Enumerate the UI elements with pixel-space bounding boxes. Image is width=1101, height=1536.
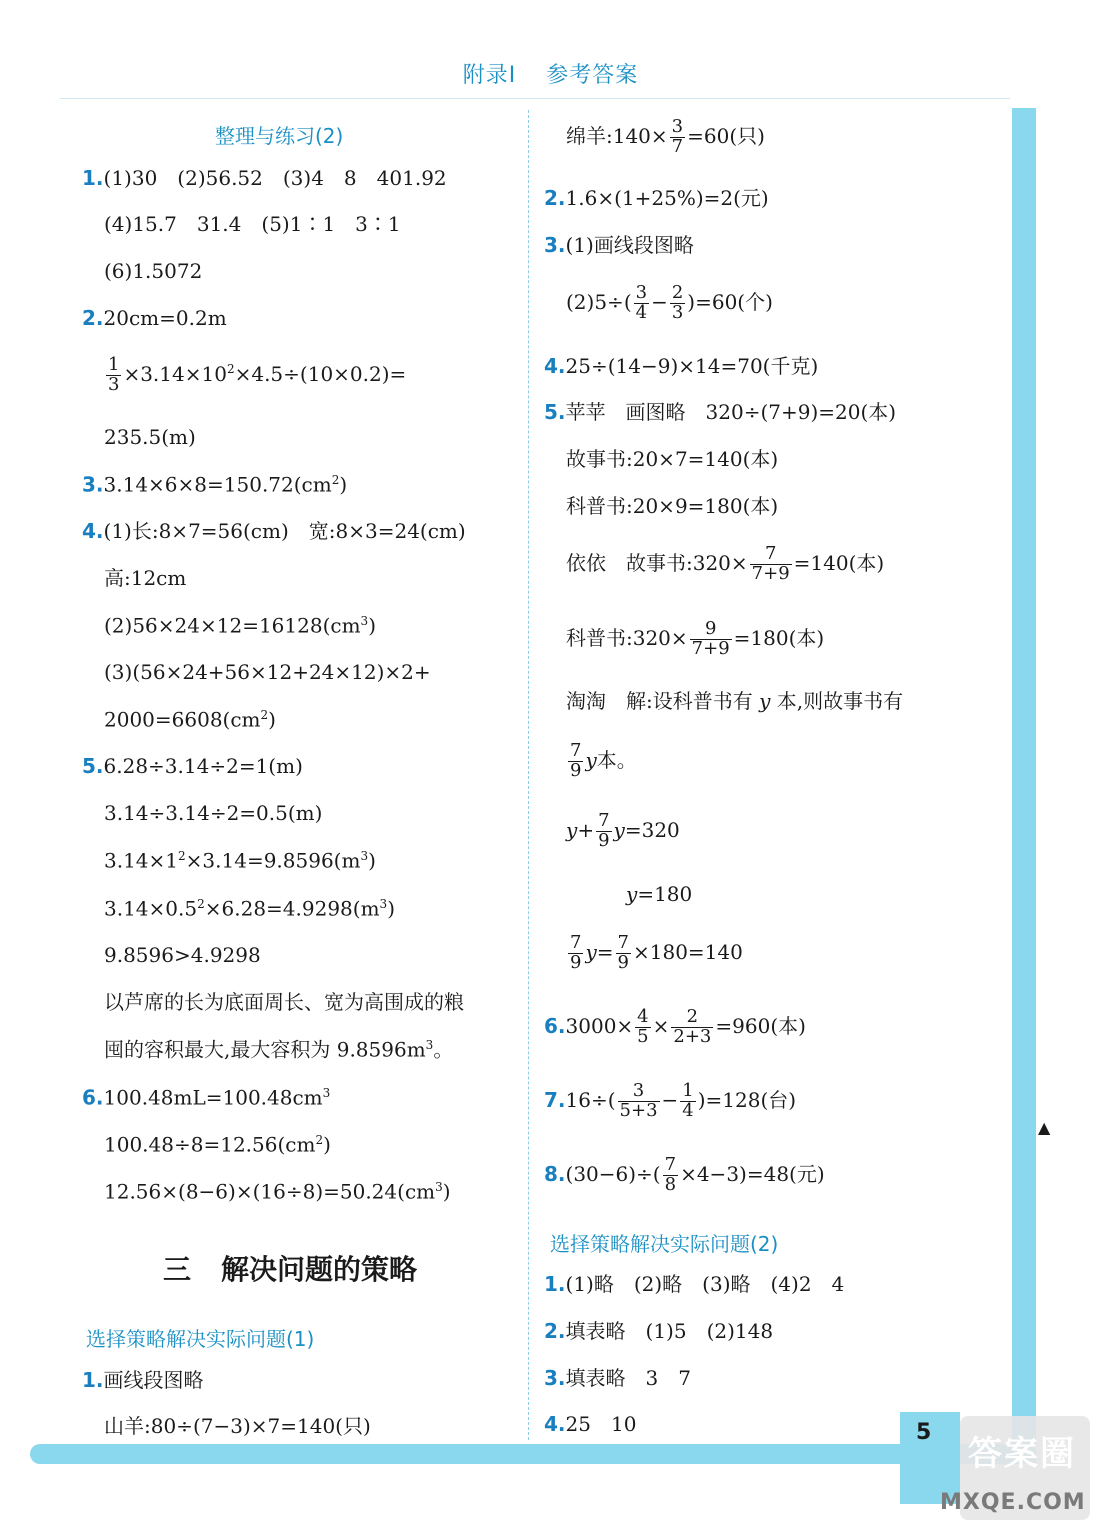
bottom-edge-bar — [30, 1444, 1036, 1464]
answer-line: 4.(1)长:8×7=56(cm) 宽:8×3=24(cm) — [82, 519, 466, 543]
answer-line: 1.画线段图略 — [82, 1368, 204, 1392]
question-number: 6. — [544, 1013, 566, 1038]
answer-line: 高:12cm — [104, 566, 187, 590]
fraction: $\frac{7}{9}$ — [570, 740, 582, 781]
answer-text: 20cm=0.2m — [103, 306, 227, 330]
column-divider — [528, 110, 529, 1440]
chapter-heading: 三 解决问题的策略 — [163, 1253, 418, 1286]
answer-line: 3.填表略 3 7 — [544, 1366, 691, 1390]
question-number: 7. — [544, 1087, 566, 1112]
fraction: $\frac{7}{9}$ — [570, 932, 582, 973]
answer-line: 淘淘 解:设科普书有 y 本,则故事书有 — [566, 689, 904, 713]
question-number: 5. — [544, 400, 566, 424]
question-number: 2. — [82, 306, 104, 330]
answer-line: 235.5(m) — [104, 425, 196, 449]
answer-line — [82, 168, 447, 188]
question-number: 6. — [82, 1085, 104, 1110]
page-header — [0, 58, 1101, 89]
question-number: 3. — [544, 1366, 566, 1390]
answer-line: 绵羊:140× $\frac{3}{7}$ =60(只) — [566, 116, 765, 157]
answer-line: 山羊:80÷(7−3)×7=140(只) — [104, 1414, 371, 1438]
answer-line: 8.(30−6)÷( $\frac{7}{8}$ ×4−3)=48(元) — [544, 1154, 825, 1195]
question-number: 4. — [544, 1412, 566, 1436]
right-edge-bar — [1012, 108, 1036, 1460]
subsection-title: 选择策略解决实际问题(1) — [86, 1327, 315, 1351]
question-number: 8. — [544, 1161, 566, 1186]
fraction: $\frac{7}{9}$ — [598, 810, 610, 851]
answer-line: 4.25 10 — [544, 1412, 637, 1436]
subsection-title: 选择策略解决实际问题(2) — [550, 1232, 779, 1256]
question-number: 3. — [82, 472, 104, 497]
answer-line: $\frac{7}{9}$ y= $\frac{7}{9}$ ×180=140 — [570, 932, 743, 973]
answer-line: $6.100.48mL=100.48cm^3$ — [82, 1085, 331, 1110]
question-number: 1. — [82, 166, 104, 190]
answer-line: 囤的容积最大,最大容积为 $9.8596m^3$。 — [104, 1037, 454, 1062]
ink-mark: ▲ — [1038, 1118, 1051, 1137]
answer-line: $\frac{1}{3}$ $\times 3.14\times 10^2\times 4.5\div(10\times 0.2)=$ — [108, 354, 407, 395]
fraction: $\frac{1}{4}$ — [682, 1080, 694, 1121]
answer-line: 2.1.6×(1+25%)=2(元) — [544, 186, 769, 210]
answer-line: $(2)56\times 24\times 12=16128(cm^3)$ — [104, 613, 376, 638]
answer-line: 3.14÷3.14÷2=0.5(m) — [104, 801, 323, 825]
header-rule — [60, 98, 1010, 99]
answer-line: 9.8596>4.9298 — [104, 943, 261, 967]
question-number: 1. — [544, 1272, 566, 1296]
header-title: 参考答案 — [546, 63, 639, 88]
answer-line: 科普书:320× $\frac{9}{7+9}$ =180(本) — [566, 618, 825, 659]
watermark-url: MXQE.COM — [940, 1490, 1086, 1515]
answer-line: $3.3.14\times 6\times 8=150.72(cm^2)$ — [82, 472, 348, 497]
fraction: $\frac{3}{5+3}$ — [619, 1080, 658, 1121]
answer-line: $\frac{7}{9}$ y本。 — [570, 740, 637, 781]
answer-line: 1.(1)略 (2)略 (3)略 (4)2 4 — [544, 1272, 845, 1296]
question-number: 2. — [544, 186, 566, 210]
page-number: 5 — [916, 1420, 932, 1445]
fraction: $\frac{3}{4}$ — [635, 282, 648, 323]
section-title: 整理与练习(2) — [215, 124, 344, 148]
answer-line: 7.16÷( $\frac{3}{5+3}$ − $\frac{1}{4}$ )=128(台) — [544, 1080, 797, 1121]
answer-line — [82, 308, 227, 328]
question-number: 1. — [82, 1368, 104, 1392]
answer-line: 科普书:20×9=180(本) — [566, 494, 779, 518]
answer-line: 6.3000× $\frac{4}{5}$ × $\frac{2}{2+3}$ =960(本) — [544, 1006, 806, 1047]
fraction: $\frac{2}{2+3}$ — [673, 1006, 712, 1047]
fraction: $\frac{3}{7}$ — [671, 116, 684, 157]
question-number: 5. — [82, 754, 104, 778]
question-number: 4. — [82, 519, 104, 543]
answer-line: 5.6.28÷3.14÷2=1(m) — [82, 754, 303, 778]
answer-line: $3.14\times 1^2\times 3.14=9.8596(m^3)$ — [104, 848, 376, 873]
answer-line: (4)15.7 31.4 (5)1∶1 3∶1 — [104, 212, 401, 236]
answer-line: 故事书:20×7=140(本) — [566, 447, 779, 471]
answer-line: 依依 故事书:320× $\frac{7}{7+9}$ =140(本) — [566, 543, 885, 584]
question-number: 4. — [544, 354, 566, 378]
fraction: $\frac{1}{3}$ — [108, 354, 120, 395]
question-number: 3. — [544, 233, 566, 257]
fraction: $\frac{7}{8}$ — [664, 1154, 677, 1195]
answer-line: (6)1.5072 — [104, 259, 203, 283]
answer-line: (3)(56×24+56×12+24×12)×2+ — [104, 660, 431, 684]
fraction: $\frac{4}{5}$ — [637, 1006, 649, 1047]
answer-line: $2000=6608(cm^2)$ — [104, 707, 276, 732]
question-number: 2. — [544, 1319, 566, 1343]
answer-text: (1)30 (2)56.52 (3)4 8 401.92 — [103, 166, 447, 190]
fraction: $\frac{9}{7+9}$ — [691, 618, 730, 659]
fraction: $\frac{7}{7+9}$ — [751, 543, 790, 584]
answer-line: $3.14\times 0.5^2\times 6.28=4.9298(m^3)$ — [104, 896, 395, 921]
watermark-big-text: 答案圈 — [968, 1434, 1076, 1474]
answer-line: 以芦席的长为底面周长、宽为高围成的粮 — [104, 990, 464, 1014]
answer-line: 4.25÷(14−9)×14=70(千克) — [544, 354, 819, 378]
answer-line: (2)5÷( $\frac{3}{4}$ − $\frac{2}{3}$ )=60(个) — [566, 282, 773, 323]
answer-line: y=180 — [626, 882, 693, 906]
header-appendix: 附录Ⅰ — [462, 63, 517, 88]
fraction: $\frac{2}{3}$ — [671, 282, 684, 323]
answer-line: 3.(1)画线段图略 — [544, 233, 694, 257]
answer-line: y+ $\frac{7}{9}$ y=320 — [566, 810, 680, 851]
answer-line: $12.56\times(8-6)\times(16\div 8)=50.24(cm^3)$ — [104, 1179, 451, 1204]
fraction: $\frac{7}{9}$ — [617, 932, 629, 973]
answer-line: $100.48\div 8=12.56(cm^2)$ — [104, 1132, 331, 1157]
answer-line: 5.苹苹 画图略 320÷(7+9)=20(本) — [544, 400, 897, 424]
answer-line: 2.填表略 (1)5 (2)148 — [544, 1319, 774, 1343]
